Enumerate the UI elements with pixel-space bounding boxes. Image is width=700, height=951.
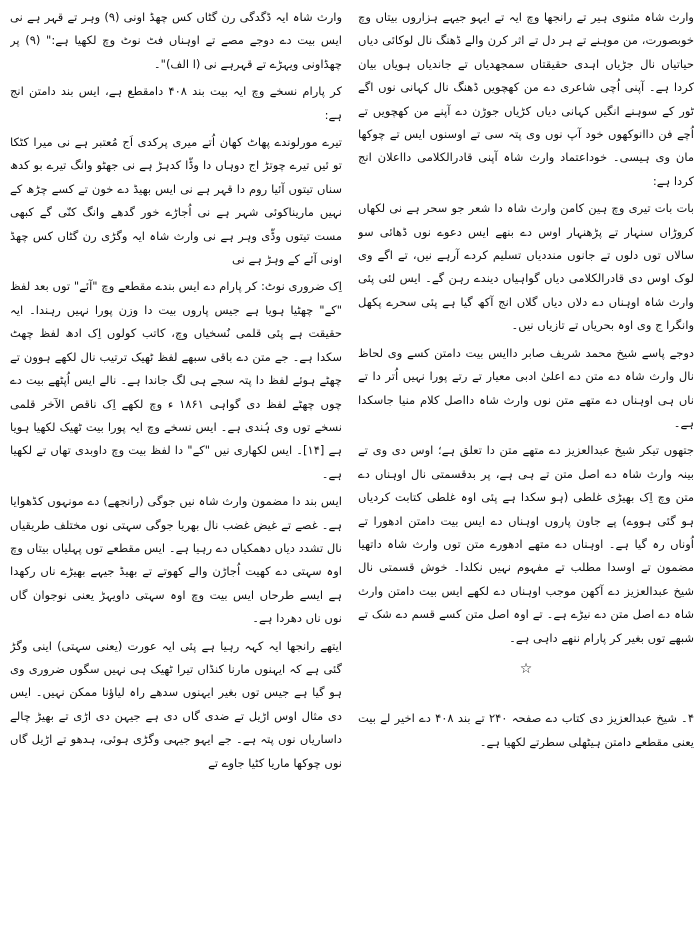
paragraph: ایتھے رانجھا ایہ کہہ رہیا ہے پئی ایہ عورت (یعنی سہتی) اینی وگڑ گئی ہے کہ ایہنوں مارنا کنڈاں تیرا ٹھیک ہی نہیں سگوں ضروری وی ہو گیا ہے جیس توں بغیر ایہنوں سدھے راہ لیاؤنا ممکن نہیں۔ ایس دی مثال اوس اڑیل تے ضدی گاں دی ہے جیہن دی اڑی تے بھیڑ چالے داساریاں نوں پتہ ہے۔ جے ایہو جیہی وگڑی ہوئی، ہدھو تے اڑیل گاں نوں چوکھا ماریا کٹیا جاوے تے	[10, 638, 342, 770]
note-paragraph: اِک ضروری نوٹ: کر پارام دے ایس بندے مقطعے وچ "آئے" توں بعد لفظ "کے" چھٹیا ہویا ہے جیس پاروں بیت دا وزن پورا نہیں رہندا۔ ایہ حقیقت ہے پئی قلمی نُسخیاں وچ، کاتب کولوں اِک ادھ لفظ چھٹ سکدا ہے۔ جے متن دے باقی سبھے لفظ ٹھیک ترتیب نال لکھے ہوون تے چھٹے ہوئے لفظ دا پتہ سجے ہی لگ جاندا ہے۔ نالے ایس اُپٹھے بیت دے چوں چھٹے لفظ دی گواہی ۱۸۶۱ ء وچ لکھے اِک ناقص الآخر قلمی نسخے توں وی ہُندی ہے۔ ایس نسخے وچ ایہ پورا بیت ٹھیک لکھیا ہویا ہے [۱۴]۔ ایس لکھاری نیں "کے" دا لفظ بیت وچ داوبدی تھاں تے لکھیا ہے۔	[10, 279, 342, 481]
footnote-text: ۴۔ شیخ عبدالعزیز دی کتاب دے صفحہ ۲۴۰ تے بند ۴۰۸ دے اخیر لے بیت یعنی مقطعے دامتن ہیٹھلی سطرتے لکھیا ہے۔	[358, 711, 694, 749]
paragraph: وارث شاہ ایہ ڈگدگی رن گٹاں کس چھڈ اونی (۹) وہر تے قہر ہے نی ایس بیت دے دوجے مصے تے اوہناں فٹ نوٹ وچ لکھیا ہے:" (۹) پر چھڈاونی ویہڑے تے قہرہے نی (ا الف)"۔	[10, 10, 342, 71]
quoted-stanza: تیرے مورلوندے پھاٹ کھان اُتے میری پرکدی اَج مُعتبر ہے نی میرا کٹکا تو ئیں تیرے چوتڑ اج دوہاں دا وڈّا کدہڑ ہے نی جھٹو وانگ تیرے بو کدھ سناں تیتوں آئیا روم دا قہر ہے نی ایس بھیڈ دے خون تے کسے چڑھ کے نہیں ماریناکوئی شہر ہے نی اُجاڑے خور گدھے وانگ کنّی گے کبھی مست تیتوں وڈّی وہر ہے نی وارث شاہ ایہ وگڑی رن گٹاں کس چھڈ اونی آئے کے وہڑ ہے نی	[10, 135, 342, 267]
paragraph: دوجے پاسے شیخ محمد شریف صابر داایس بیت دامتن کسے وی لحاظ نال وارث شاہ دے متن دے اعلیٰ ادبی معیار تے رتے پورا نہیں اُتر دا تے ناں ہی اوہناں دے متھے متن نوں وارث شاہ دااصل کلام منیا جاسکدا ہے۔	[358, 345, 694, 430]
paragraph: کر پارام نسخے وچ ایہ بیت بند ۴۰۸ دامقطع ہے، ایس بند دامتن انج ہے:	[10, 84, 342, 122]
spacer	[358, 685, 694, 707]
footnote	[358, 707, 694, 754]
paragraph: وارث شاہ مثنوی ہیر تے رانجھا وچ ایہ تے ایہو جیہے ہزاروں بیتاں وچ خوبصورت، من موہنے تے ہر دل تے اثر کرن والے ڈھنگ نال لوکائی دیاں حیاتیاں نال جڑیاں اہدی حقیقتاں سمجھدیاں تے جاندیاں ہویاں بیان کردا ہے۔ آپنی اُچی شاعری دے من کھچویں ڈھنگ نال کہانی نوں اگے ٹور کے سوہنے انگیں کہانی دیاں کڑیاں جوڑن دے آپنے من کھچویں تے اُچے فن داانوکھوں خود آپ نوں وی پتہ سی تے اوسنوں ایس تے چوکھا مان وی ہیسی۔ خوداعتماد وارث شاہ آپنی قادرالکلامی دااعلان انج کردا ہے:	[358, 10, 694, 188]
paragraph: ایس بند دا مضمون وارث شاہ نیں جوگی (رانجھے) دے مونہوں کڈھوایا ہے۔ غصے تے غیض غضب نال بھریا جوگی سہتی نوں مختلف طریقیاں نال تشدد دیاں دھمکیاں دے رہیا ہے۔ ایس مقطعے توں پہلیاں بیتاں وچ اوہ سہتی دے کھیت اُجاڑن والے کھوتے تے بھیڈ جیہے بھیڑے ناں رکھدا ہے ایسے طرحاں ایس بیت وچ اوہ سہتی داویہڑ یعنی نوجوان گاں نوں ناں دھردا ہے۔	[10, 494, 342, 626]
left-text-column	[10, 6, 342, 947]
paragraph: جتھوں تیکر شیخ عبدالعزیز دے متھے متن دا تعلق ہے؛ اوس دی وی تے بینہ وارث شاہ دے اصل متن تے ہی ہے، پر بدقسمتی نال اوہناں دے متن وچ اِک بھیڑی غلطی (ہو سکدا ہے پئی اوہ غلطی کتابت کردیاں ہو گئی ہووے) پے جاون پاروں اوہناں دے ایس بیت دامتن ادھورا تے اُوناں رہ گیا ہے۔ اوہناں دے متھے ادھورے متن توں وارث شاہ داتھیا مضمون تے اوسدا مطلب تے مفہوم نہیں نکلدا۔ خوش قسمتی نال شیخ عبدالعزیز دے آکھن موجب اوہناں دے لکھے ایس بیت دامتن وارث شاہ دے اصل متن دے نیڑے ہے۔ تے اوہ اصل متن کسے قسم دے شک تے شبھے توں بغیر کر پارام ننھے داہی ہے۔	[358, 443, 694, 645]
quoted-verse: بات بات تیری وچ ہین کامن وارث شاہ دا شعر جو سحر ہے نی لکھاں کروڑاں سنہار تے پڑھنہار اوس دے بنھے ایس دعوے نوں ڈھائی سو سالاں توں دلوں تے جانوں منددیاں تسلیم کردے آرہے نیں، تے اگے وی لوک اوس دی قادرالکلامی دیاں گواہیاں دیندے رہن گے۔ ایس لئی پئی وارث شاہ اوہناں دے دلاں دیاں گلاں انج آکھ گیا ہے پئی سحرے پکھل وانگرا ج وی اوہ بحریاں تے تازیاں نیں۔	[358, 201, 694, 333]
section-divider-star-icon: ☆	[519, 660, 533, 677]
right-text-column	[358, 6, 694, 947]
